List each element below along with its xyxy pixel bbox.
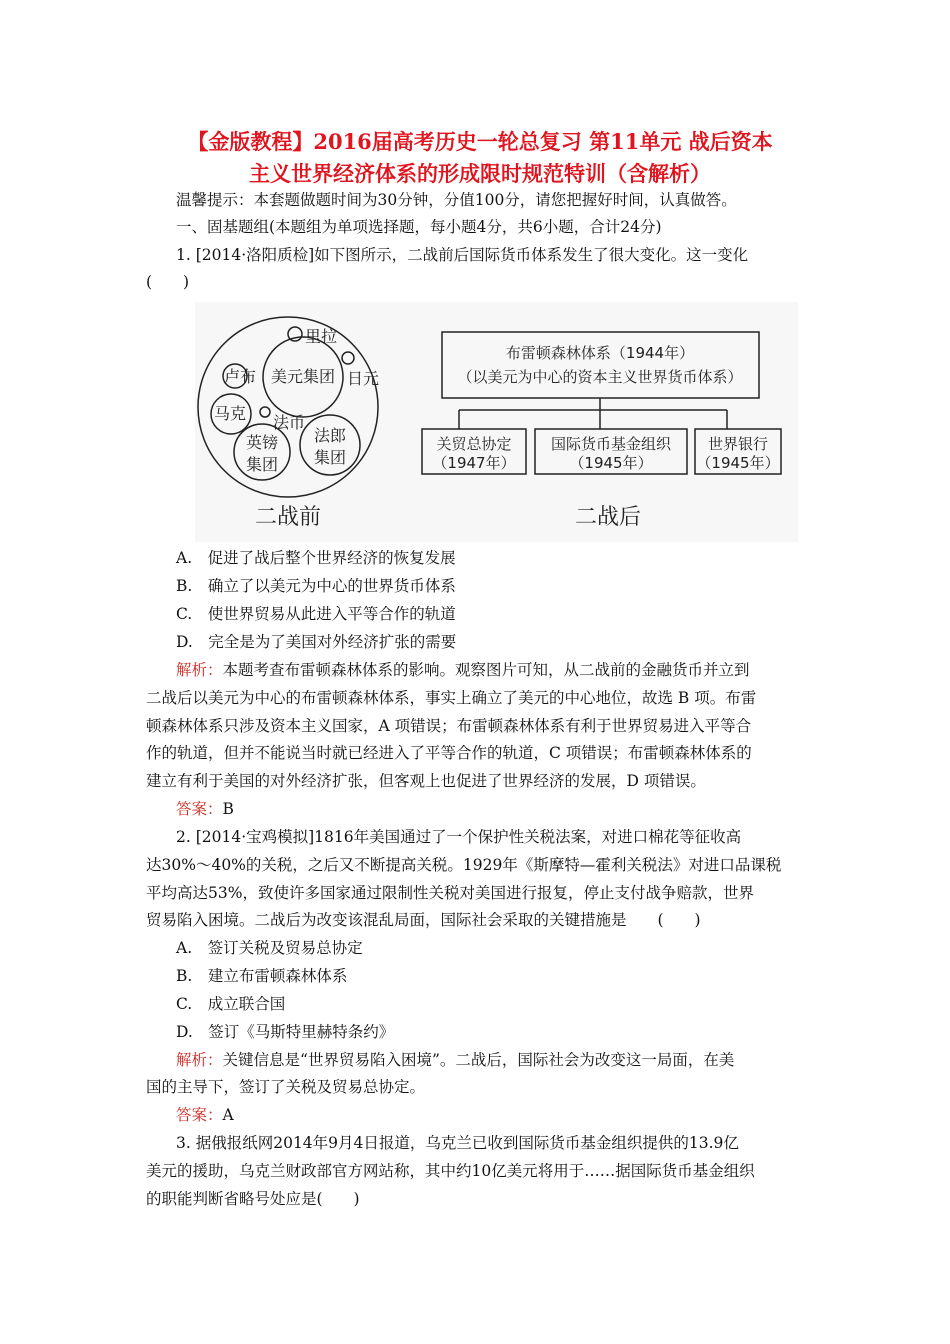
q2-stem-line1: 2. [2014·宝鸡模拟]1816年美国通过了一个保护性关税法案，对进口棉花等征收高	[176, 828, 742, 846]
label-pound-bloc: 集团	[246, 455, 279, 474]
q1-option-a: A. 促进了战后整个世界经济的恢复发展	[176, 549, 456, 567]
section-heading: 一、固基题组(本题组为单项选择题，每小题4分，共6小题，合计24分)	[176, 218, 662, 236]
q2-analysis-line1	[176, 1050, 734, 1070]
q2-analysis-label: 解析：	[176, 1051, 223, 1069]
label-pound: 英镑	[246, 433, 279, 452]
gatt-label: 关贸总协定	[436, 435, 512, 453]
label-mark: 马克	[214, 404, 247, 423]
q1-answer-label: 答案：	[176, 800, 223, 818]
q2-answer	[176, 1105, 234, 1125]
label-ruble: 卢布	[224, 367, 257, 386]
q1-analysis-label: 解析：	[176, 661, 223, 679]
q1-analysis-line3: 顿森林体系只涉及资本主义国家，A 项错误；布雷顿森林体系有利于世界贸易进入平等合	[146, 717, 752, 735]
caption-postwar: 二战后	[575, 505, 642, 530]
q1-stem: 1. [2014·洛阳质检]如下图所示，二战前后国际货币体系发生了很大变化。这一变化	[176, 246, 749, 264]
q2-answer-label: 答案：	[176, 1106, 223, 1124]
q1-option-c: C. 使世界贸易从此进入平等合作的轨道	[176, 605, 456, 623]
world-bank-label: 世界银行	[707, 435, 769, 453]
q1-stem-bracket: ( )	[146, 273, 190, 291]
q2-stem-line4: 贸易陷入困境。二战后为改变该混乱局面，国际社会采取的关键措施是 ( )	[146, 911, 701, 929]
q3-stem-line1: 3. 据俄报纸网2014年9月4日报道，乌克兰已收到国际货币基金组织提供的13.9亿	[176, 1134, 739, 1152]
label-franc: 法郎	[314, 426, 347, 445]
bretton-woods-subtitle: （以美元为中心的资本主义世界货币体系）	[457, 368, 743, 386]
q1-option-b: B. 确立了以美元为中心的世界货币体系	[176, 577, 456, 595]
gatt-year: （1947年）	[432, 454, 516, 472]
label-lira: 里拉	[305, 327, 338, 346]
q1-option-d: D. 完全是为了美国对外经济扩张的需要	[176, 633, 457, 651]
q3-stem-line2: 美元的援助，乌克兰财政部官方网站称，其中约10亿美元将用于……据国际货币基金组织	[146, 1162, 755, 1180]
q2-stem-line3: 平均高达53%，致使许多国家通过限制性关税对美国进行报复，停止支付战争赔款，世界	[146, 884, 754, 902]
q2-analysis-text: 关键信息是“世界贸易陷入困境”。二战后，国际社会为改变这一局面，在美	[222, 1051, 735, 1069]
q1-answer-value: B	[222, 800, 234, 818]
q2-option-b: B. 建立布雷顿森林体系	[176, 967, 348, 985]
document-title-line1: 【金版教程】2016届高考历史一轮总复习 第11单元 战后资本	[187, 129, 773, 154]
world-bank-year: （1945年）	[696, 454, 780, 472]
document-title-line2: 主义世界经济体系的形成限时规范特训（含解析）	[249, 161, 711, 186]
q2-option-a: A. 签订关税及贸易总协定	[176, 939, 363, 957]
q2-option-d: D. 签订《马斯特里赫特条约》	[176, 1023, 395, 1041]
q1-analysis-line5: 建立有利于美国的对外经济扩张，但客观上也促进了世界经济的发展，D 项错误。	[146, 772, 706, 790]
imf-year: （1945年）	[569, 454, 653, 472]
tip-text: 温馨提示：本套题做题时间为30分钟，分值100分，请您把握好时间，认真做答。	[176, 191, 737, 209]
q3-stem-line3: 的职能判断省略号处应是( )	[146, 1190, 360, 1208]
label-franc-bloc: 集团	[314, 448, 347, 467]
label-dollar-bloc: 美元集团	[271, 367, 336, 386]
caption-prewar: 二战前	[255, 505, 322, 530]
q1-answer	[176, 799, 234, 819]
q2-analysis-line2: 国的主导下，签订了关税及贸易总协定。	[146, 1078, 426, 1096]
q2-answer-value: A	[222, 1106, 234, 1124]
q1-analysis-line4: 作的轨道，但并不能说当时就已经进入了平等合作的轨道，C 项错误；布雷顿森林体系的	[146, 744, 752, 762]
q1-analysis-line1	[176, 660, 750, 680]
q2-option-c: C. 成立联合国	[176, 995, 286, 1013]
q2-stem-line2: 达30%～40%的关税，之后又不断提高关税。1929年《斯摩特—霍利关税法》对进口品课税	[146, 856, 782, 874]
label-yen: 日元	[347, 369, 380, 388]
q1-analysis-text: 本题考查布雷顿森林体系的影响。观察图片可知，从二战前的金融货币并立到	[222, 661, 750, 679]
label-fabi: 法币	[273, 413, 306, 432]
imf-label: 国际货币基金组织	[550, 435, 672, 453]
bretton-woods-title: 布雷顿森林体系（1944年）	[505, 344, 695, 362]
q1-analysis-line2: 二战后以美元为中心的布雷顿森林体系，事实上确立了美元的中心地位，故选 B 项。布雷	[146, 689, 757, 707]
currency-system-figure	[195, 302, 798, 542]
